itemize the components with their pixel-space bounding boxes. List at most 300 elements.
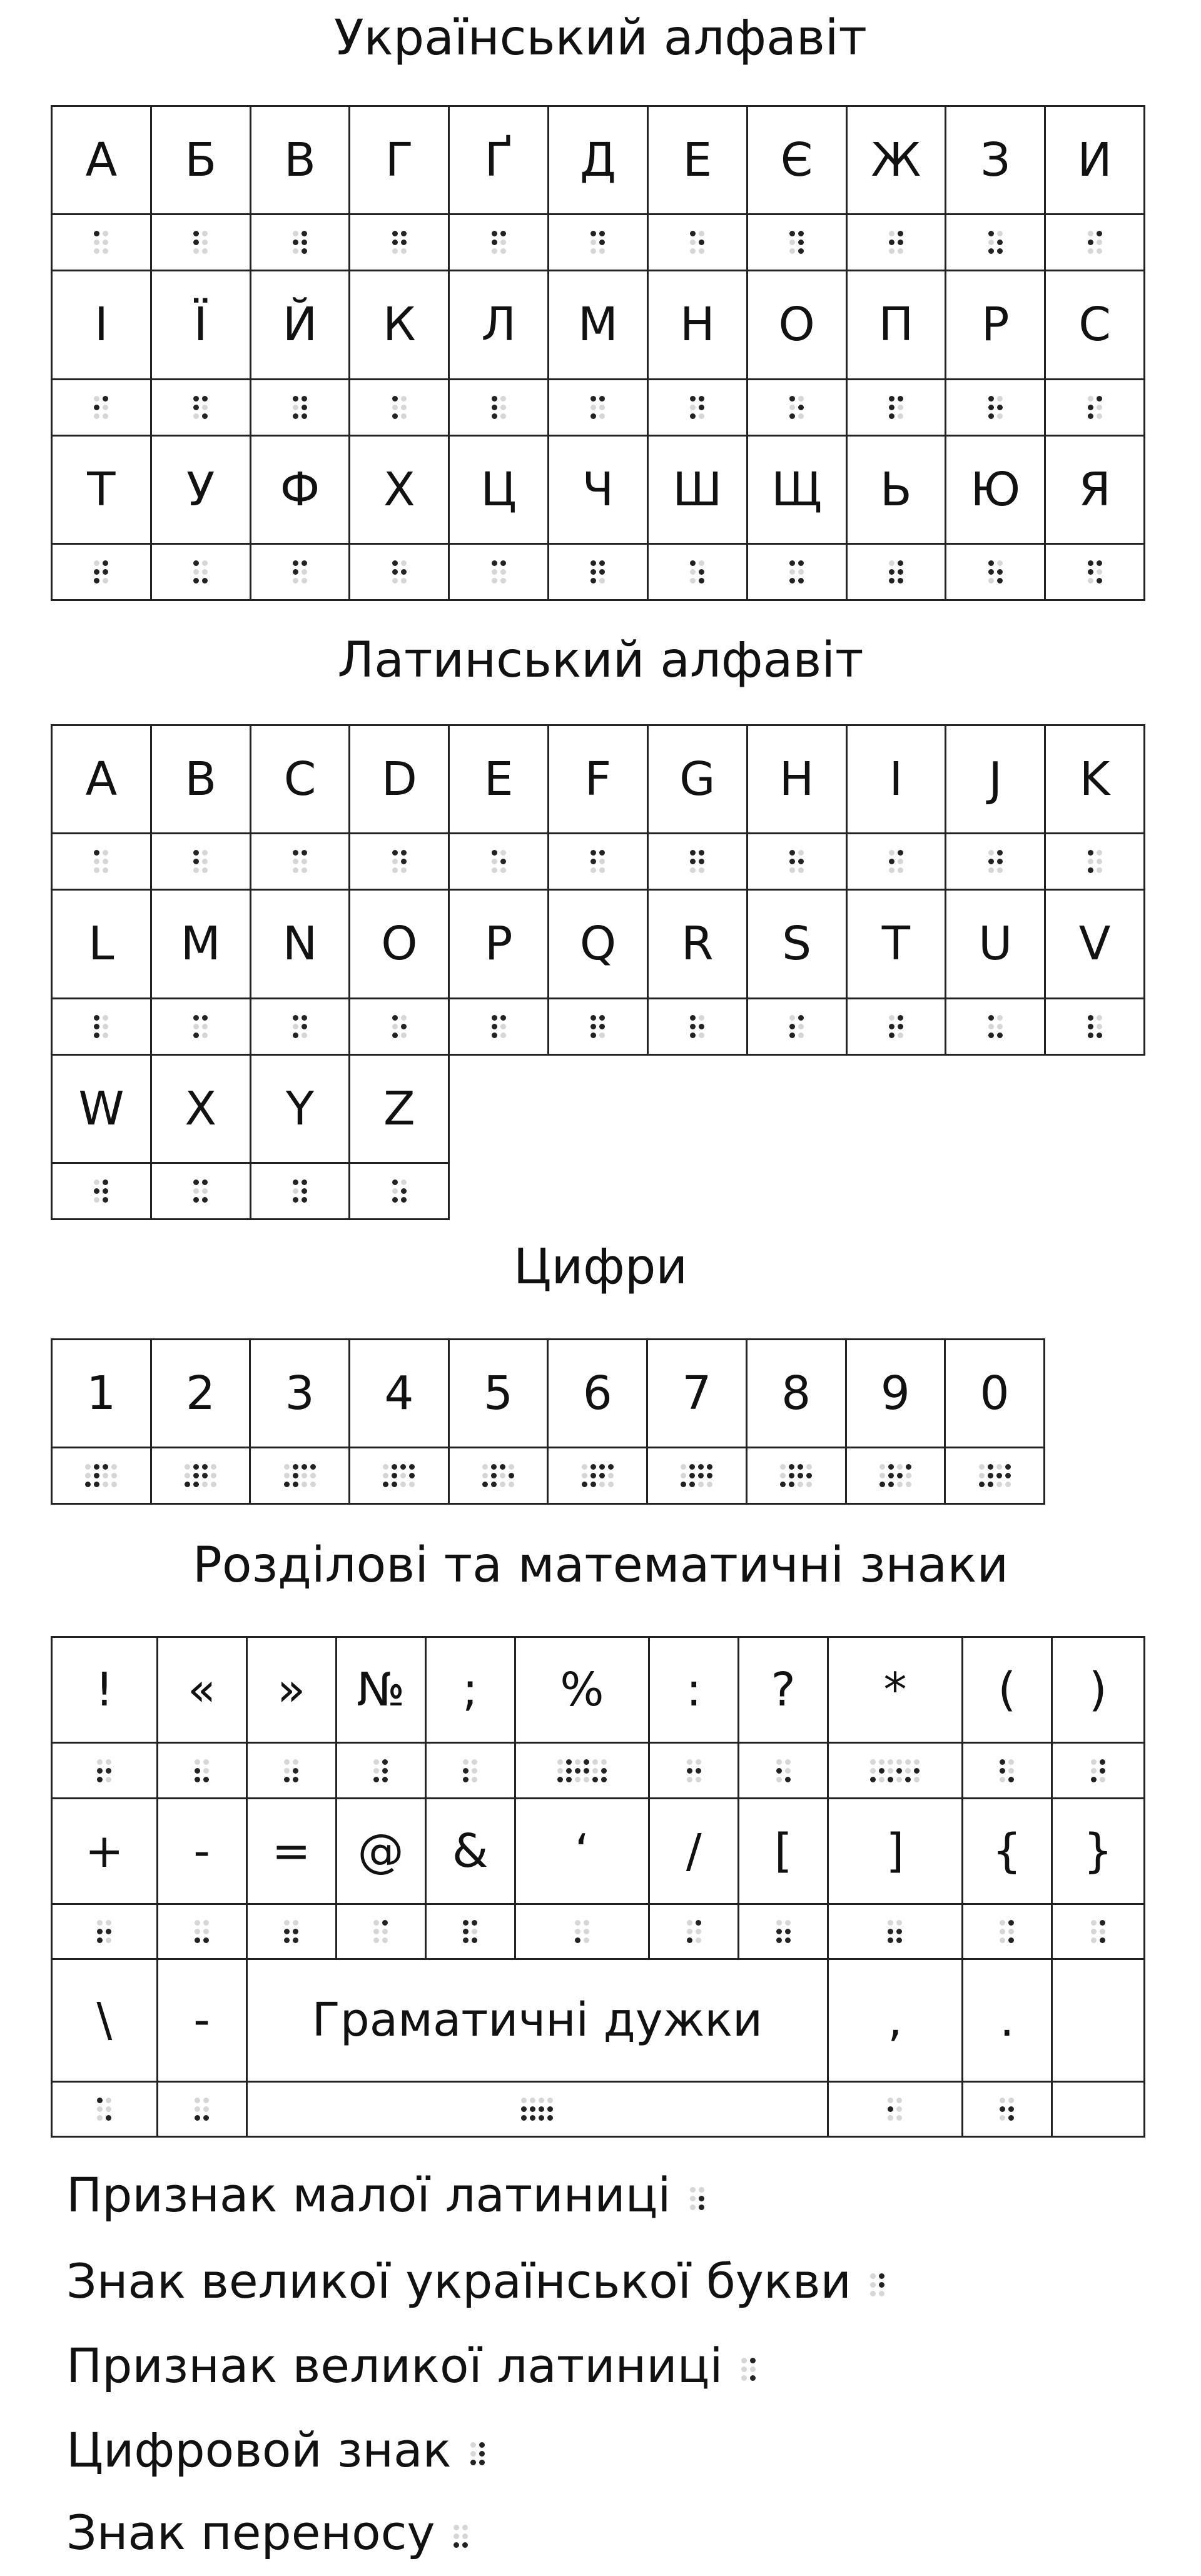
braille-cell <box>889 850 903 873</box>
braille-dot <box>284 1482 290 1487</box>
braille-cell <box>193 1015 208 1038</box>
braille-cell <box>193 1179 208 1203</box>
character-label: \ <box>96 1993 113 2048</box>
braille-dot <box>798 396 804 402</box>
braille-cell <box>492 396 506 419</box>
braille-dot <box>798 1482 803 1487</box>
braille-dot <box>1091 1937 1097 1943</box>
character-label: { <box>992 1824 1022 1878</box>
braille-dot <box>383 1464 388 1470</box>
braille-dot <box>94 1482 99 1487</box>
character-label: Р <box>981 298 1010 352</box>
braille-dot <box>382 1937 388 1943</box>
braille-dot <box>798 248 804 254</box>
character-label: ( <box>998 1663 1016 1717</box>
letter-cell <box>250 435 350 543</box>
braille-dot <box>1097 560 1102 566</box>
braille-symbol <box>193 396 208 419</box>
braille-dot <box>997 867 1003 873</box>
braille-dot <box>97 2106 103 2112</box>
braille-dot <box>898 248 903 254</box>
braille-symbol <box>94 396 108 419</box>
braille-dot <box>106 2115 111 2121</box>
braille-dot <box>870 1768 876 1774</box>
braille-dot <box>492 248 497 254</box>
braille-cell-td <box>350 215 449 271</box>
braille-cell <box>193 231 208 254</box>
braille-row <box>52 215 1145 271</box>
character-label: № <box>357 1663 405 1717</box>
braille-dot <box>601 1777 607 1782</box>
braille-dot <box>590 569 596 575</box>
braille-cell <box>284 1920 298 1943</box>
braille-cell-td <box>151 379 250 435</box>
braille-dot <box>94 1473 99 1478</box>
character-label: Ч <box>582 462 614 517</box>
braille-dot <box>1000 1929 1005 1934</box>
letter-cell <box>647 890 747 998</box>
braille-dot <box>988 231 994 236</box>
braille-dot <box>1097 231 1102 236</box>
braille-dot <box>699 248 704 254</box>
braille-dot <box>896 1768 902 1774</box>
braille-symbol <box>293 850 307 873</box>
braille-cell <box>776 1759 791 1782</box>
braille-dot <box>1091 1759 1097 1765</box>
braille-dot <box>106 1929 111 1934</box>
symbol-cell <box>962 1959 1052 2082</box>
braille-dot <box>195 2106 200 2112</box>
braille-dot <box>1097 569 1102 575</box>
braille-dot <box>293 1777 298 1782</box>
braille-dot <box>401 1197 407 1203</box>
braille-cell <box>185 1464 199 1487</box>
braille-dot <box>997 240 1003 245</box>
braille-dot <box>566 1768 572 1774</box>
character-label: » <box>276 1663 306 1717</box>
braille-dot <box>195 2098 200 2103</box>
character-label: } <box>1083 1824 1113 1878</box>
braille-dot <box>373 1937 379 1943</box>
braille-dot <box>1097 405 1102 410</box>
braille-dot <box>293 396 298 402</box>
braille-dot <box>383 1482 388 1487</box>
braille-dot <box>806 1464 812 1470</box>
character-label: Ґ <box>484 133 513 188</box>
braille-dot <box>789 859 795 864</box>
braille-dot <box>293 1015 298 1021</box>
braille-cell <box>681 1464 695 1487</box>
braille-symbol <box>780 1464 812 1487</box>
digit-cell <box>250 1340 350 1448</box>
braille-symbol <box>94 850 108 873</box>
character-label: P <box>484 917 513 971</box>
letter-cell <box>350 106 449 215</box>
braille-dot <box>914 1759 920 1765</box>
braille-symbol <box>193 560 208 583</box>
braille-dot <box>94 1024 99 1029</box>
note-text: Признак малої латиниці <box>66 2167 671 2223</box>
braille-dot <box>898 405 903 410</box>
braille-dot <box>699 231 704 236</box>
braille-dot <box>741 2358 747 2363</box>
braille-dot <box>988 859 994 864</box>
braille-symbol <box>392 1179 407 1203</box>
braille-dot <box>599 569 605 575</box>
braille-cell <box>889 231 903 254</box>
braille-cell <box>454 2525 468 2548</box>
braille-dot <box>482 1464 488 1470</box>
braille-dot <box>798 1024 804 1029</box>
digit-cell <box>350 1340 449 1448</box>
braille-dot <box>293 1024 298 1029</box>
braille-dot <box>463 1768 469 1774</box>
braille-dot <box>401 231 407 236</box>
braille-dot <box>1000 2106 1005 2112</box>
digit-cell <box>448 1340 548 1448</box>
braille-symbol <box>888 1920 902 1943</box>
braille-dot <box>689 1464 695 1470</box>
braille-dot <box>584 1759 589 1765</box>
braille-dot <box>898 231 903 236</box>
braille-dot <box>284 1929 290 1934</box>
braille-row <box>52 2081 1145 2136</box>
character-label: [ <box>774 1824 793 1878</box>
braille-cell <box>780 1464 794 1487</box>
braille-dot <box>202 1197 208 1203</box>
empty-cell <box>1052 1959 1144 2082</box>
braille-dot <box>1008 2098 1014 2103</box>
letter-row <box>52 106 1145 215</box>
braille-symbol <box>789 560 804 583</box>
braille-dot <box>202 1464 208 1470</box>
character-label: 6 <box>582 1366 612 1421</box>
braille-dot <box>401 850 407 856</box>
braille-dot <box>687 1937 692 1943</box>
character-label: 3 <box>285 1366 315 1421</box>
letter-cell <box>1045 890 1145 998</box>
character-label: * <box>883 1663 907 1717</box>
braille-symbol <box>776 1759 791 1782</box>
character-label: 8 <box>781 1366 811 1421</box>
character-label: D <box>381 752 417 807</box>
braille-dot <box>492 1024 497 1029</box>
letter-row <box>52 435 1145 543</box>
braille-dot <box>780 1482 786 1487</box>
letter-cell <box>747 725 846 834</box>
braille-dot <box>111 1464 117 1470</box>
braille-dot <box>690 405 696 410</box>
symbol-cell <box>157 1637 246 1743</box>
braille-dot <box>1097 1033 1102 1038</box>
braille-dot <box>557 1777 563 1782</box>
braille-dot <box>575 1768 580 1774</box>
braille-cell-td <box>549 215 648 271</box>
braille-row <box>52 1448 1045 1504</box>
letter-cell <box>647 435 747 543</box>
character-label: З <box>980 133 1010 188</box>
braille-dot <box>1097 850 1102 856</box>
braille-dot <box>293 560 298 566</box>
character-label: Ю <box>970 462 1021 517</box>
braille-dot <box>492 569 497 575</box>
braille-dot <box>979 1482 985 1487</box>
braille-cell <box>905 1759 920 1782</box>
character-label: ‘ <box>574 1824 590 1878</box>
braille-cell-td <box>739 1743 828 1798</box>
braille-dot <box>492 1033 497 1038</box>
braille-dot <box>889 569 894 575</box>
braille-dot <box>392 1188 398 1194</box>
braille-dot <box>310 1473 316 1478</box>
letter-cell <box>350 435 449 543</box>
braille-symbol <box>979 1464 1011 1487</box>
braille-dot <box>202 1473 208 1478</box>
braille-cell-td <box>425 1743 515 1798</box>
braille-cell-td <box>250 1163 350 1219</box>
braille-dot <box>582 1464 587 1470</box>
braille-symbol <box>988 231 1003 254</box>
braille-dot <box>462 2525 468 2530</box>
braille-cell-td <box>448 1448 548 1504</box>
braille-dot <box>584 1777 589 1782</box>
braille-dot <box>193 560 199 566</box>
braille-dot <box>103 1015 108 1021</box>
braille-dot <box>687 1759 692 1765</box>
letter-cell <box>250 725 350 834</box>
braille-dot <box>392 1015 398 1021</box>
braille-symbol <box>193 850 208 873</box>
braille-dot <box>575 1937 580 1943</box>
braille-symbol <box>94 1179 108 1203</box>
braille-cell <box>94 396 108 419</box>
braille-dot <box>103 396 108 402</box>
braille-dot <box>492 413 497 419</box>
braille-symbol <box>195 2098 209 2121</box>
braille-cell-td <box>151 215 250 271</box>
symbol-cell <box>1052 1798 1144 1904</box>
braille-cell <box>293 1015 307 1038</box>
braille-dot <box>94 1188 99 1194</box>
braille-cell-td <box>1052 1904 1144 1959</box>
braille-cell-td <box>52 215 151 271</box>
braille-cell <box>195 1920 209 1943</box>
braille-dot <box>698 1473 704 1478</box>
braille-dot <box>284 1768 290 1774</box>
braille-cell <box>1000 2098 1014 2121</box>
braille-symbol <box>293 560 307 583</box>
braille-dot <box>539 2106 544 2112</box>
braille-dot <box>988 578 994 583</box>
braille-cell <box>302 1464 316 1487</box>
braille-cell <box>897 1464 911 1487</box>
character-label: Й <box>282 298 318 352</box>
braille-dot <box>509 1482 514 1487</box>
braille-symbol <box>293 231 307 254</box>
braille-symbol <box>687 1759 701 1782</box>
braille-cell-td <box>350 543 449 600</box>
braille-dot <box>914 1768 920 1774</box>
grammatical-brackets-cell <box>246 1959 828 2082</box>
braille-cell <box>463 1759 477 1782</box>
braille-dot <box>94 248 99 254</box>
braille-symbol <box>889 560 903 583</box>
braille-symbol <box>1088 560 1102 583</box>
braille-dot <box>870 1759 876 1765</box>
character-label: F <box>584 752 612 807</box>
character-label: Я <box>1078 462 1111 517</box>
braille-dot <box>500 396 506 402</box>
empty-cell <box>1052 2081 1144 2136</box>
braille-dot <box>293 1768 298 1774</box>
braille-dot <box>111 1482 117 1487</box>
letter-row <box>52 725 1145 834</box>
braille-dot <box>103 1464 108 1470</box>
braille-dot <box>211 1473 216 1478</box>
braille-dot <box>906 1464 911 1470</box>
braille-dot <box>302 1197 307 1203</box>
braille-dot <box>741 2375 747 2381</box>
character-label: И <box>1077 133 1112 188</box>
braille-dot <box>392 396 398 402</box>
braille-dot <box>690 1033 696 1038</box>
braille-dot <box>599 413 605 419</box>
braille-dot <box>870 2273 876 2279</box>
braille-cell-td <box>1045 998 1145 1054</box>
braille-dot <box>383 1473 388 1478</box>
character-label: ; <box>462 1663 479 1717</box>
braille-dot <box>997 1015 1003 1021</box>
letter-cell <box>549 890 648 998</box>
braille-symbol <box>889 396 903 419</box>
braille-dot <box>988 1464 993 1470</box>
braille-dot <box>896 2098 902 2103</box>
braille-dot <box>707 1464 712 1470</box>
braille-dot <box>690 560 696 566</box>
braille-dot <box>400 1464 406 1470</box>
letter-cell <box>846 106 946 215</box>
braille-dot <box>798 240 804 245</box>
braille-dot <box>203 1920 209 1926</box>
braille-cell-td <box>151 834 250 890</box>
braille-dot <box>789 850 795 856</box>
braille-dot <box>599 867 605 873</box>
latin-braille-table <box>51 724 1145 1220</box>
braille-cell-td <box>846 1448 945 1504</box>
braille-dot <box>1088 405 1093 410</box>
braille-cell-td <box>52 1448 151 1504</box>
braille-dot <box>392 1464 397 1470</box>
braille-dot <box>492 859 497 864</box>
braille-dot <box>103 1024 108 1029</box>
letter-cell <box>52 106 151 215</box>
braille-symbol <box>463 1759 477 1782</box>
braille-dot <box>103 560 108 566</box>
letter-cell <box>846 271 946 379</box>
character-label: П <box>878 298 914 352</box>
braille-dot <box>889 413 894 419</box>
braille-dot <box>599 231 605 236</box>
braille-dot <box>193 1179 199 1185</box>
letter-cell <box>647 271 747 379</box>
braille-symbol <box>1088 850 1102 873</box>
braille-dot <box>500 1033 506 1038</box>
braille-dot <box>302 1473 307 1478</box>
symbol-cell <box>739 1798 828 1904</box>
braille-dot <box>776 1777 782 1782</box>
braille-dot <box>203 1759 209 1765</box>
character-label: J <box>988 752 1003 807</box>
braille-cell <box>996 1464 1011 1487</box>
braille-dot <box>789 396 795 402</box>
character-label: У <box>186 462 215 517</box>
braille-dot <box>530 2098 535 2103</box>
braille-symbol <box>293 396 307 419</box>
character-label: Щ <box>771 462 823 517</box>
braille-dot <box>1008 1929 1014 1934</box>
braille-cell-td <box>747 834 846 890</box>
braille-cell <box>1091 1759 1105 1782</box>
braille-dot <box>590 560 596 566</box>
symbol-cell <box>1052 1637 1144 1743</box>
braille-cell <box>979 1464 993 1487</box>
braille-cell-td <box>747 215 846 271</box>
character-label: А <box>85 133 118 188</box>
braille-dot <box>293 1464 298 1470</box>
braille-dot <box>889 850 894 856</box>
braille-dot <box>590 1464 596 1470</box>
braille-dot <box>914 1777 920 1782</box>
braille-dot <box>592 1759 598 1765</box>
braille-dot <box>584 1929 589 1934</box>
character-label: N <box>282 917 318 971</box>
letter-cell <box>449 435 549 543</box>
braille-dot <box>599 1024 605 1029</box>
braille-dot <box>500 1464 505 1470</box>
character-label: - <box>193 1993 210 2048</box>
braille-dot <box>492 240 497 245</box>
note-text: Цифровой знак <box>66 2422 452 2478</box>
braille-dot <box>302 850 307 856</box>
braille-dot <box>1008 1937 1014 1943</box>
braille-dot <box>897 1482 903 1487</box>
braille-dot <box>94 578 99 583</box>
braille-symbol <box>1091 1920 1105 1943</box>
braille-dot <box>193 1188 199 1194</box>
braille-cell-td <box>246 2081 828 2136</box>
braille-cell <box>590 850 605 873</box>
braille-dot <box>195 1759 200 1765</box>
note-line <box>66 2253 884 2309</box>
braille-cell <box>392 231 407 254</box>
braille-dot <box>996 1464 1002 1470</box>
braille-symbol <box>889 231 903 254</box>
braille-dot <box>202 396 208 402</box>
braille-dot <box>687 1929 692 1934</box>
braille-cell <box>988 231 1003 254</box>
symbol-cell <box>425 1798 515 1904</box>
letter-cell <box>647 106 747 215</box>
braille-cell-td <box>449 834 549 890</box>
braille-cell-td <box>962 1904 1052 1959</box>
braille-symbol <box>284 1920 298 1943</box>
braille-dot <box>94 1464 99 1470</box>
character-label: Б <box>185 133 217 188</box>
braille-dot <box>302 867 307 873</box>
braille-symbol <box>392 231 407 254</box>
braille-dot <box>699 2187 704 2193</box>
braille-dot <box>690 578 696 583</box>
